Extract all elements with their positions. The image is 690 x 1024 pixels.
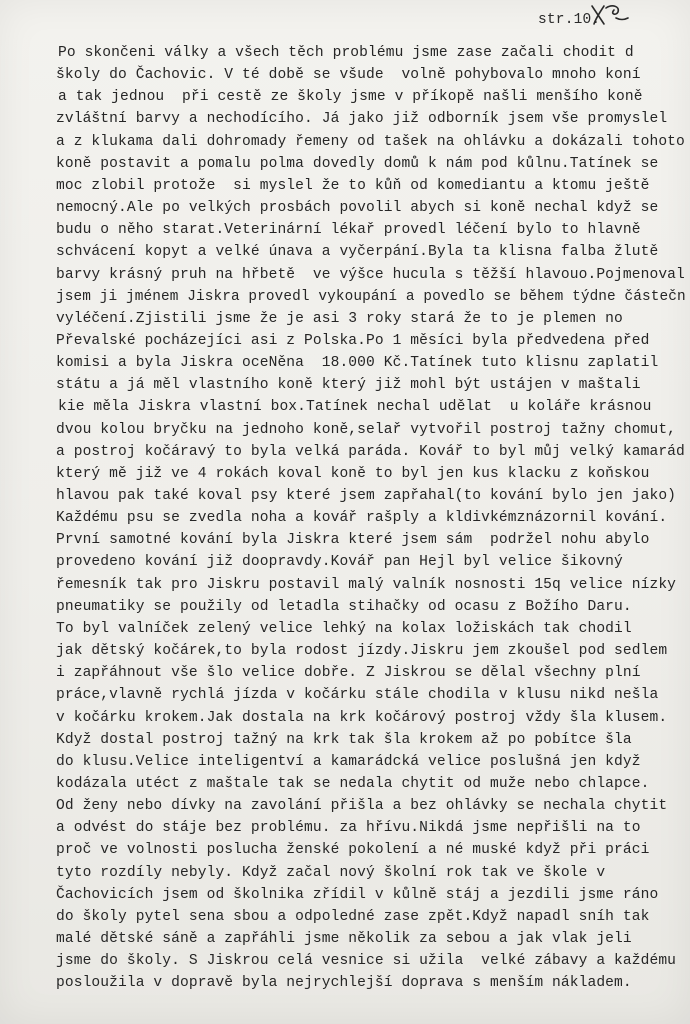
text-line: dvou kolou bryčku na jednoho koně,selař vytvořil postroj tažny chomut, xyxy=(56,421,677,438)
text-line: Když dostal postroj tažný na krk tak šla krokem až po pobítce šla xyxy=(56,731,632,748)
text-line: Převalské pocházejíci asi z Polska.Po 1 měsíci byla předvedena před xyxy=(56,332,650,349)
text-line: komisi a byla Jiskra oceNěna 18.000 Kč.Tatínek tuto klisnu zaplatil xyxy=(56,355,659,372)
text-line: kie měla Jiskra vlastní box.Tatínek nechal udělat u koláře krásnou xyxy=(58,399,652,416)
text-line: práce,vlavně rychlá jízda v kočárku stále chodila v klusu nikd nešla xyxy=(56,687,659,704)
text-line: do klusu.Velice inteligentví a kamarádcká velice poslušná jen když xyxy=(56,753,641,770)
text-line: hlavou pak také koval psy které jsem zapřahal(to kování bylo jen jako) xyxy=(56,488,677,504)
text-line: Od ženy nebo dívky na zavolání přišla a bez ohlávky se nechala chytit xyxy=(56,798,668,815)
text-line: Čachovicích jsem od školnika zřídil v kůlně stáj a jezdili jsme ráno xyxy=(56,886,659,903)
text-line: jsem ji jménem Jiskra provedl vykoupání a povedlo se během týdne částečn xyxy=(56,288,686,305)
text-line: budu o něho starat.Veterinární lékař provedl léčení bylo to hlavně xyxy=(56,222,641,239)
text-line: jsme do školy. S Jiskrou celá vesnice si užila velké zábavy a každému xyxy=(56,953,677,970)
text-line: provedeno kování již doopravdy.Kovář pan Hejl byl velice šikovný xyxy=(56,554,623,571)
text-line: moc zlobil protože si myslel že to kůň od komediantu a ktomu ještě xyxy=(56,177,650,194)
text-line: který mě již ve 4 rokách koval koně to byl jen kus klacku z koňskou xyxy=(56,465,650,482)
text-line: Po skončeni války a všech těch problému jsme zase začali chodit d xyxy=(58,45,634,61)
text-line: schvácení kopyt a velké únava a vyčerpání.Byla ta klisna falba žlutě xyxy=(56,244,659,261)
text-line: To byl valníček zelený velice lehký na kolax ložiskách tak chodil xyxy=(56,620,632,637)
text-line: Každému psu se zvedla noha a kovář rašply a kldivkémznázornil kování. xyxy=(56,510,668,527)
text-line: pneumatiky se použily od letadla stihačky od ocasu z Božího Daru. xyxy=(56,598,632,615)
text-line: nemocný.Ale po velkých prosbách povolil abych si koně nechal když se xyxy=(56,200,659,217)
text-line: a odvést do stáje bez problému. za hřívu.Nikdá jsme nepřišli na to xyxy=(56,820,641,837)
text-line: a postroj kočáravý to byla velká paráda. Kovář to byl můj velký kamarád xyxy=(56,443,685,460)
text-line: jak dětský kočárek,to byla rodost jízdy.Jiskru jem zkoušel pod sedlem xyxy=(56,643,668,660)
text-line: posloužila v dopravě byla nejrychlejší doprava s menším nákladem. xyxy=(56,975,632,992)
text-line: kodázala utéct z maštale tak se nedala chytit od muže nebo chlapce. xyxy=(56,775,650,792)
text-line: a z klukama dali dohromady řemeny od tašek na ohlávku a dokázali tohoto xyxy=(56,133,685,150)
page-number: str.10. xyxy=(538,12,601,28)
text-line: První samotné kování byla Jiskra které jsem sám podržel nohu abylo xyxy=(56,532,650,549)
text-line: vyléčení.Zjistili jsme že je asi 3 roky stará že to je plemen no xyxy=(56,310,623,327)
text-line: zvláštní barvy a nechodícího. Já jako již odborník jsem vše promyslel xyxy=(56,111,668,128)
text-line: koně postavit a pomalu polma dovedly domů k nám pod kůlnu.Tatínek se xyxy=(56,155,659,172)
text-line: i zapřáhnout vše šlo velice dobře. Z Jiskrou se dělal všechny plní xyxy=(56,665,641,682)
text-line: řemesník tak pro Jiskru postavil malý valník nosnosti 15q velice nízky xyxy=(56,576,677,593)
text-line: a tak jednou při cestě ze školy jsme v příkopě našli menšího koně xyxy=(58,89,643,106)
text-line: do školy pytel sena sbou a odpoledné zase zpět.Když napadl sníh tak xyxy=(56,908,650,925)
text-line: v kočárku krokem.Jak dostala na krk kočárový postroj vždy šla klusem. xyxy=(56,709,668,726)
text-line: proč ve volnosti poslucha ženské pokolení a né muské když při práci xyxy=(56,842,650,859)
text-line: státu a já měl vlastního koně který již mohl být ustájen v maštali xyxy=(56,377,641,394)
text-line: školy do Čachovic. V té době se všude volně pohybovalo mnoho koní xyxy=(56,67,641,84)
text-line: barvy krásný pruh na hřbetě ve výšce hucula s těžší hlavouo.Pojmenoval xyxy=(56,266,685,283)
text-line: tyto rozdíly nebyly. Když začal nový školní rok tak ve škole v xyxy=(56,864,606,881)
text-line: malé dětské sáně a zapřáhli jsme několik za sebou a jak vlak jeli xyxy=(56,931,632,947)
